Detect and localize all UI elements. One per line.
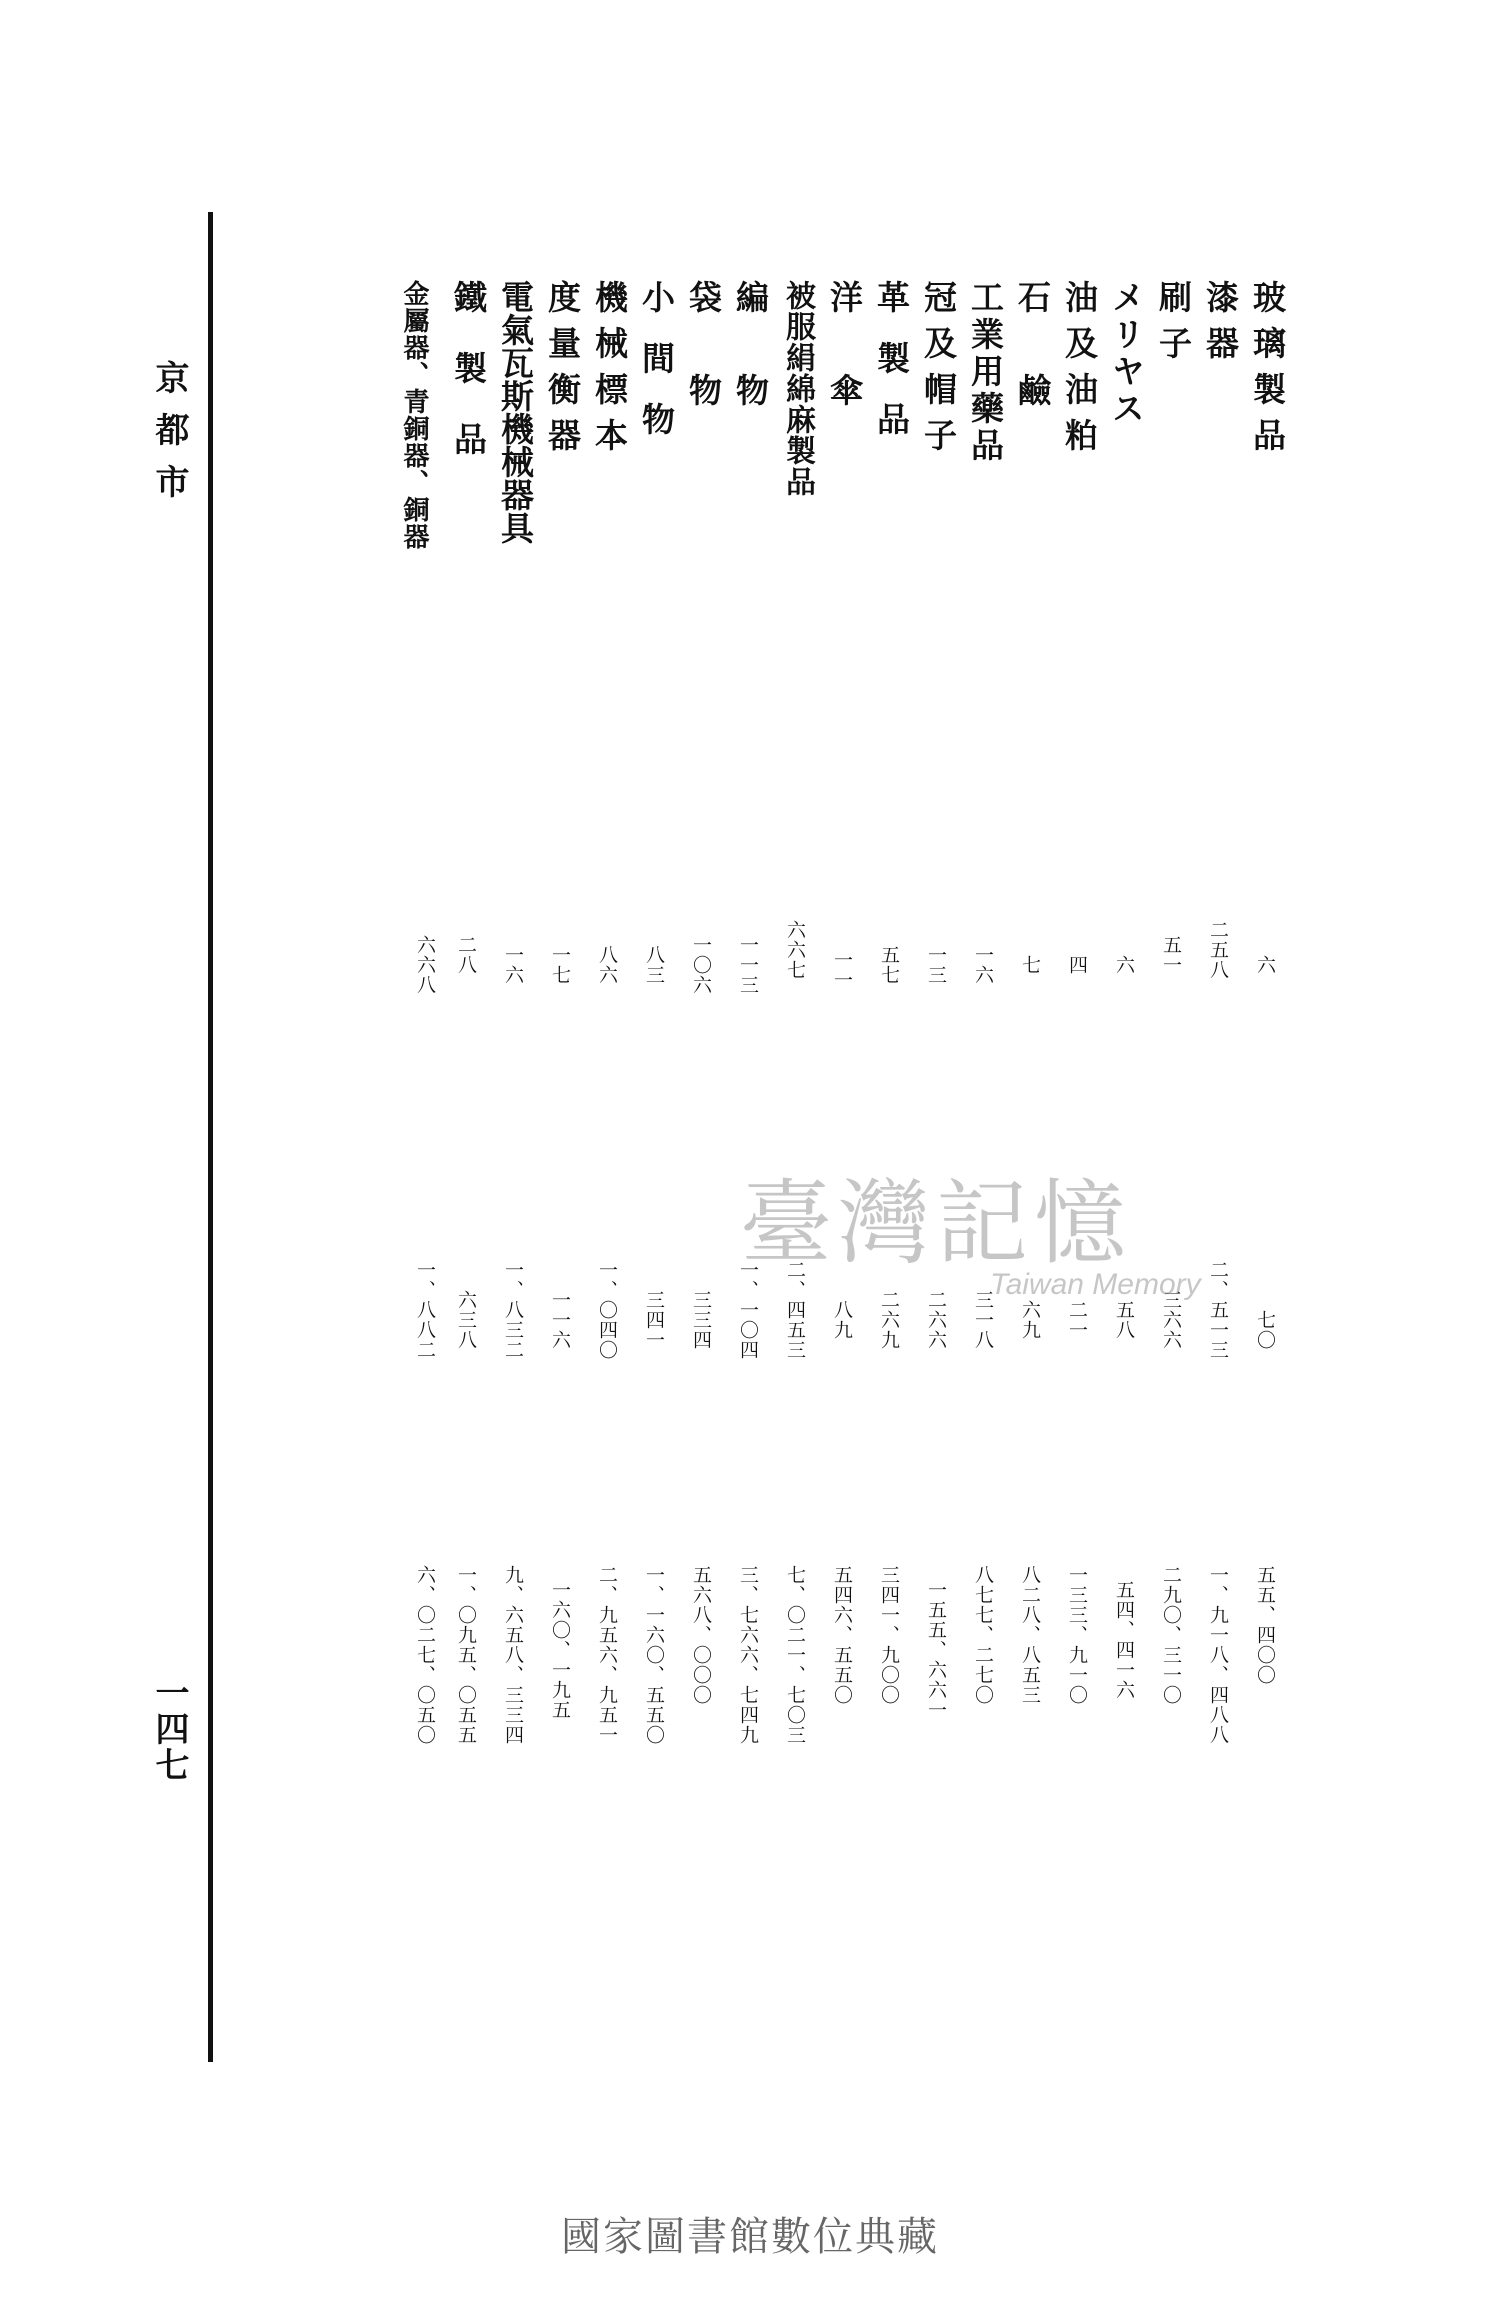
- item-name: 編物: [731, 280, 770, 466]
- worker-count: 二、五一三: [1207, 1260, 1229, 1360]
- worker-count: 二、四五三: [784, 1260, 806, 1360]
- production-value: 六、〇二七、〇五〇: [414, 1565, 436, 1745]
- factory-count: 六六八: [414, 935, 436, 995]
- production-value: 二、九五六、九五一: [596, 1565, 618, 1745]
- worker-count: 六九: [1019, 1300, 1041, 1340]
- production-value: 八二八、八五三: [1019, 1565, 1041, 1705]
- worker-count: 五八: [1113, 1300, 1135, 1340]
- worker-count: 一、〇四〇: [596, 1260, 618, 1360]
- worker-count: 六三八: [455, 1290, 477, 1350]
- factory-count: 五一: [1160, 935, 1182, 975]
- production-value: 一、一六〇、五五〇: [643, 1565, 665, 1745]
- item-name: 油及油粕: [1060, 280, 1099, 464]
- worker-count: 二一: [1066, 1300, 1088, 1340]
- worker-count: 二六九: [878, 1290, 900, 1350]
- production-value: 五五、四〇〇: [1254, 1565, 1276, 1685]
- item-name: 石鹼: [1013, 280, 1052, 466]
- factory-count: 六: [1254, 955, 1276, 975]
- item-name: 金屬器、青銅器、銅器: [399, 280, 429, 550]
- watermark-subtitle: Taiwan Memory: [990, 1268, 1201, 1301]
- item-name: 冠及帽子: [919, 280, 958, 464]
- production-value: 五四六、五五〇: [831, 1565, 853, 1705]
- production-value: 一三三、九一〇: [1066, 1565, 1088, 1705]
- worker-count: 八九: [831, 1300, 853, 1340]
- factory-count: 一六: [972, 945, 994, 985]
- item-name: 袋物: [684, 280, 723, 466]
- worker-count: 一、一〇四: [737, 1260, 759, 1360]
- item-name: 被服絹綿麻製品: [780, 280, 815, 497]
- footer-label: 國家圖書館數位典藏: [561, 2214, 939, 2260]
- factory-count: 一〇六: [690, 935, 712, 995]
- item-name: 鐵製品: [449, 280, 488, 493]
- factory-count: 八六: [596, 945, 618, 985]
- factory-count: 二五八: [1207, 920, 1229, 980]
- worker-count: 七〇: [1254, 1310, 1276, 1350]
- factory-count: 一一三: [737, 935, 759, 995]
- production-value: 一、〇九五、〇五五: [455, 1565, 477, 1745]
- factory-count: 七: [1019, 955, 1041, 975]
- worker-count: 一、八三二: [502, 1260, 524, 1360]
- factory-count: 一三: [925, 945, 947, 985]
- page-number: 一四七: [149, 1675, 189, 1783]
- production-value: 八七七、二七〇: [972, 1565, 994, 1705]
- production-value: 五四、四一六: [1113, 1580, 1135, 1700]
- table-border-rule: [208, 212, 213, 2062]
- item-name: メリヤス: [1107, 280, 1146, 428]
- item-name: 小間物: [637, 280, 676, 463]
- factory-count: 六: [1113, 955, 1135, 975]
- production-value: 九、六五八、三三四: [502, 1565, 524, 1745]
- item-name: 漆器: [1201, 280, 1240, 372]
- production-value: 三、七六六、七四九: [737, 1565, 759, 1745]
- item-name: 革製品: [872, 280, 911, 463]
- item-name: 工業用藥品: [966, 280, 1005, 465]
- worker-count: 一、八八二: [414, 1260, 436, 1360]
- production-value: 一六〇、一九五: [549, 1580, 571, 1720]
- production-value: 一五五、六六一: [925, 1580, 947, 1720]
- factory-count: 八三: [643, 945, 665, 985]
- worker-count: 二六六: [925, 1290, 947, 1350]
- worker-count: 三四一: [643, 1290, 665, 1350]
- item-name: 刷子: [1154, 280, 1193, 372]
- factory-count: 四: [1066, 955, 1088, 975]
- factory-count: 二八: [455, 935, 477, 975]
- factory-count: 六六七: [784, 920, 806, 980]
- production-value: 三四一、九〇〇: [878, 1565, 900, 1705]
- item-name: 玻璃製品: [1248, 280, 1287, 464]
- factory-count: 五七: [878, 945, 900, 985]
- item-name: 度量衡器: [543, 280, 582, 464]
- factory-count: 一七: [549, 945, 571, 985]
- worker-count: 三三四: [690, 1290, 712, 1350]
- worker-count: 三一八: [972, 1290, 994, 1350]
- item-name: 電氣瓦斯機械器具: [496, 280, 535, 544]
- factory-count: 一六: [502, 945, 524, 985]
- production-value: 一、九一八、四八八: [1207, 1565, 1229, 1745]
- production-value: 五六八、〇〇〇: [690, 1565, 712, 1705]
- city-header: 京都市: [149, 360, 189, 516]
- item-name: 機械標本: [590, 280, 629, 464]
- worker-count: 一一六: [549, 1290, 571, 1350]
- production-value: 七、〇二一、七〇三: [784, 1565, 806, 1745]
- watermark-title: 臺灣記憶: [740, 1170, 1133, 1277]
- factory-count: 一一: [831, 950, 853, 990]
- item-name: 洋傘: [825, 280, 864, 466]
- worker-count: 三六六: [1160, 1290, 1182, 1350]
- production-value: 二九〇、三一〇: [1160, 1565, 1182, 1705]
